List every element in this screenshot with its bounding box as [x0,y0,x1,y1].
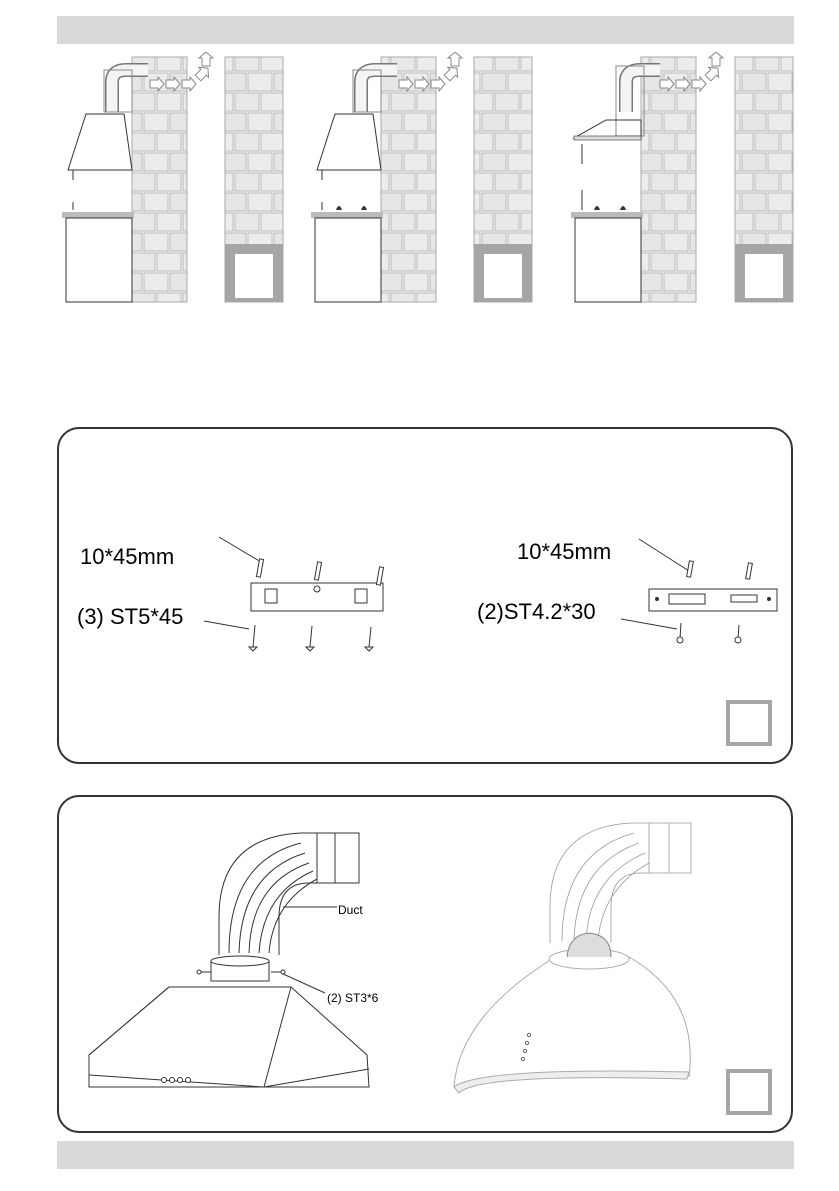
screw-label-right: (2)ST4.2*30 [477,599,596,624]
header-bar [57,16,794,44]
anchor-label-left: 10*45mm [80,544,175,569]
duct-label: Duct [338,903,363,917]
footer-bar [57,1141,794,1169]
screw-label-duct: (2) ST3*6 [327,991,379,1005]
step-number-box-2 [726,1069,772,1115]
right-anchors [687,561,753,579]
installation-scenes [0,52,839,312]
scene-1 [62,52,283,302]
bracket-diagrams [59,429,791,762]
left-duct [219,833,359,955]
scene-2 [311,52,532,302]
right-hood [454,933,690,1093]
left-screws [249,625,373,651]
screw-label-left: (3) ST5*45 [77,604,184,629]
left-anchors [256,559,383,585]
duct-diagrams [59,797,791,1131]
panel-brackets [57,427,793,764]
anchor-label-right: 10*45mm [517,539,612,564]
left-bracket [251,583,383,611]
step-number-box-1 [726,700,772,746]
right-screws [677,623,741,643]
right-duct [550,823,691,943]
scene-3 [571,52,793,302]
right-bracket [649,589,777,611]
panel-duct [57,795,793,1133]
left-hood [89,956,369,1087]
